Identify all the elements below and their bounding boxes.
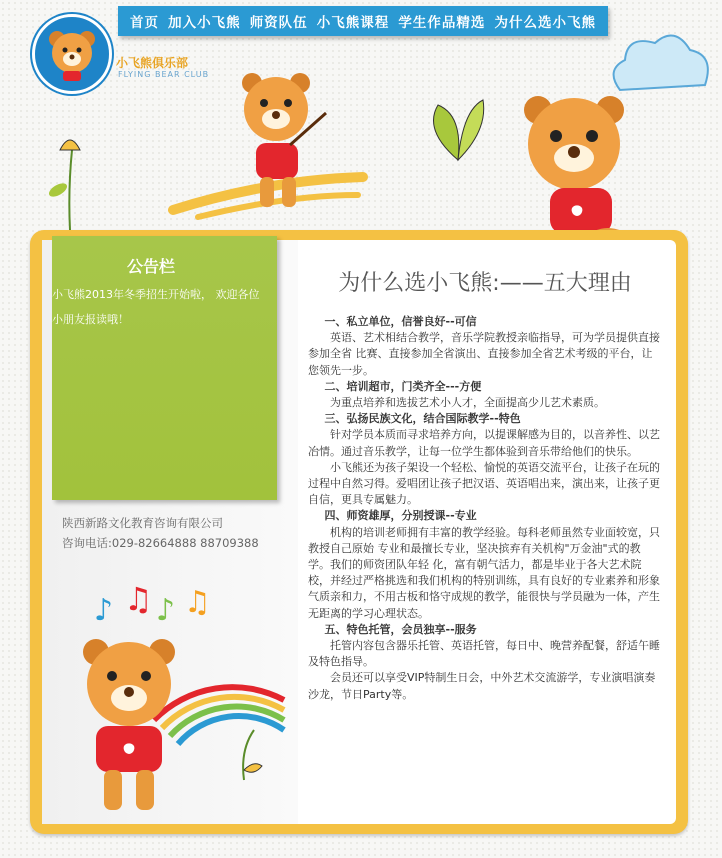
nav-item-teachers[interactable]: 师资队伍 [249, 15, 308, 31]
reason-heading: 一、私立单位，信誉良好--可信 [324, 315, 477, 328]
reason-text: 为重点培养和选拔艺术小人才，全面提高少儿艺术素质。 [330, 396, 605, 410]
notice-text: 小飞熊2013年冬季招生开始啦， 欢迎各位小朋友报读哦！ [52, 288, 260, 326]
reason-text: 针对学员本质而寻求培养方向，以提课解感为目的，以音养性、以艺冶情。通过音乐教学，让每一位学生都体验到音乐带给他们的快乐。 [308, 428, 660, 458]
rainbow-bear-illustration-icon [44, 580, 296, 824]
bear-logo-icon [35, 17, 109, 91]
logo-name: 小飞熊俱乐部 [116, 56, 189, 70]
nav-item-works[interactable]: 学生作品精选 [398, 15, 486, 31]
company-name: 陕西新路文化教育咨询有限公司 [62, 516, 223, 530]
logo-subtitle: FLYING BEAR CLUB [118, 70, 210, 79]
svg-text:♫: ♫ [124, 580, 153, 618]
flower-decoration-icon [40, 120, 100, 230]
svg-text:♪: ♪ [94, 593, 114, 628]
page-title: 为什么选小飞熊:——五大理由 [338, 271, 632, 296]
reason-text: 小飞熊还为孩子架设一个轻松、愉悦的英语交流平台，让孩子在玩的过程中自然习得。爱唱团让孩子把汉语、英语唱出来，演出来，让孩子更自信，更具专属魅力。 [308, 460, 660, 507]
notice-title: 公告栏 [126, 257, 175, 276]
reason-heading: 四、师资雄厚，分别授课--专业 [324, 509, 477, 523]
nav-item-home[interactable]: 首页 [130, 15, 159, 31]
nav-item-why[interactable]: 为什么选小飞熊 [494, 15, 596, 31]
reason-heading: 二、培训超市，门类齐全---方便 [324, 379, 482, 393]
svg-text:♪: ♪ [156, 593, 176, 628]
nav-item-join[interactable]: 加入小飞熊 [168, 15, 241, 31]
reason-text: 会员还可以享受VIP特制生日会，中外艺术交流游学，专业演唱演奏沙龙，节日Party等。 [308, 671, 656, 701]
reason-heading: 五、特色托管，会员独享--服务 [324, 622, 477, 636]
svg-text:♫: ♫ [184, 585, 211, 620]
bear-violin-icon [230, 65, 330, 215]
contact-phone: 咨询电话:029-82664888 88709388 [62, 536, 259, 550]
nav-item-courses[interactable]: 小飞熊课程 [316, 15, 390, 31]
reason-text: 托管内容包含器乐托管、英语托管，每日中、晚营养配餐，舒适午睡及特色指导。 [308, 639, 660, 669]
article-body [308, 314, 660, 703]
main-nav [118, 6, 608, 36]
leaf-decoration-icon [418, 90, 498, 165]
reason-text: 机构的培训老师拥有丰富的教学经验。每科老师虽然专业面较宽，只教授自己原始 专业和最擅长专业，坚决摈弃有关机构"万金油"式的教学。我们的师资团队年轻 化，富有朝气活力，都是毕业于各大艺术院校，并经过严格挑选和我们机构的特别训练，具有良好的专业素养和形象气质亲和力，不用古板和恪守成规的教学，能很快与学员融为一体，产生无距离的学习心理状态。 [308, 525, 660, 620]
reason-text: 英语、艺术相结合教学，音乐学院教授亲临指导，可为学员提供直接参加全省 比赛、直接参加全省演出、直接参加全省艺术考级的平台，让您领先一步。 [308, 331, 660, 377]
logo-badge[interactable] [32, 14, 112, 94]
reason-heading: 三、弘扬民族文化，结合国际教学--特色 [324, 412, 521, 426]
